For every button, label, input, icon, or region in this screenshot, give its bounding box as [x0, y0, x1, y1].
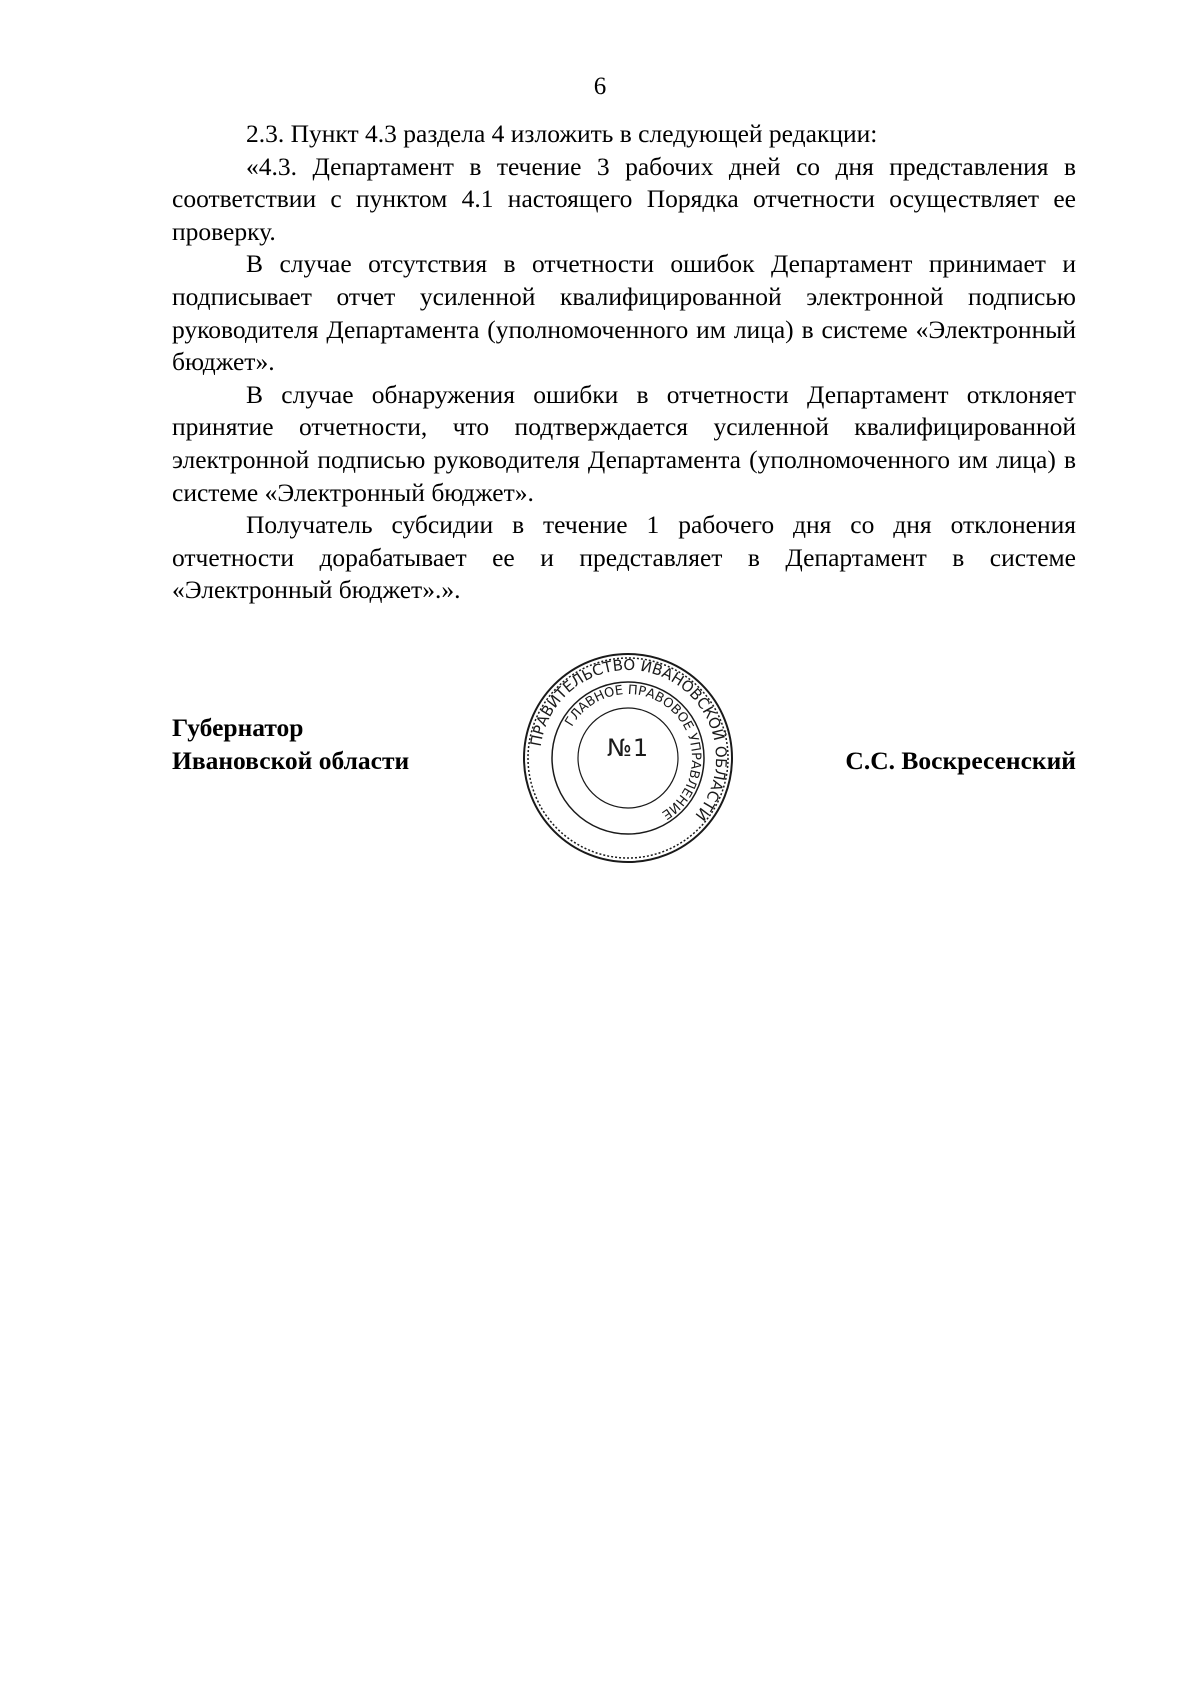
document-body — [172, 118, 1076, 607]
seal-inner-text: ГЛАВНОЕ ПРАВОВОЕ УПРАВЛЕНИЕ — [562, 682, 704, 822]
paragraph-no-errors: В случае отсутствия в отчетности ошибок Департамент принимает и подписывает отчет усиленной квалифицированной электронной подписью руководителя Департамента (уполномоченного им лица) в системе «Электронный бюджет». — [172, 249, 1076, 377]
official-seal-stamp — [520, 650, 736, 866]
signatory-position-line2: Ивановской области — [172, 745, 410, 775]
seal-outer-text: ПРАВИТЕЛЬСТВО ИВАНОВСКОЙ ОБЛАСТИ — [526, 655, 731, 825]
signatory-position-line1: Губернатор — [172, 713, 304, 742]
paragraph-clause-4-3: «4.3. Департамент в течение 3 рабочих дней со дня представления в соответствии с пунктом 4.1 настоящего Порядка отчетности осуществляет ее проверку. — [172, 151, 1076, 246]
paragraph-errors-found: В случае обнаружения ошибки в отчетности Департамент отклоняет принятие отчетности, что подтверждается усиленной квалифицированной электронной подписью руководителя Департамента (уполномоченного им лица) в системе «Электронный бюджет». — [172, 379, 1076, 507]
paragraph-amendment-intro: 2.3. Пункт 4.3 раздела 4 изложить в следующей редакции: — [246, 119, 878, 148]
seal-number: №1 — [606, 734, 650, 762]
page-number: 6 — [593, 73, 607, 100]
signatory-position — [172, 712, 409, 777]
paragraph-recipient-revision: Получатель субсидии в течение 1 рабочего дня со дня отклонения отчетности дорабатывает ее и представляет в Департамент в системе «Электронный бюджет».». — [172, 510, 1076, 605]
signatory-name: С.С. Воскресенский — [845, 745, 1076, 775]
